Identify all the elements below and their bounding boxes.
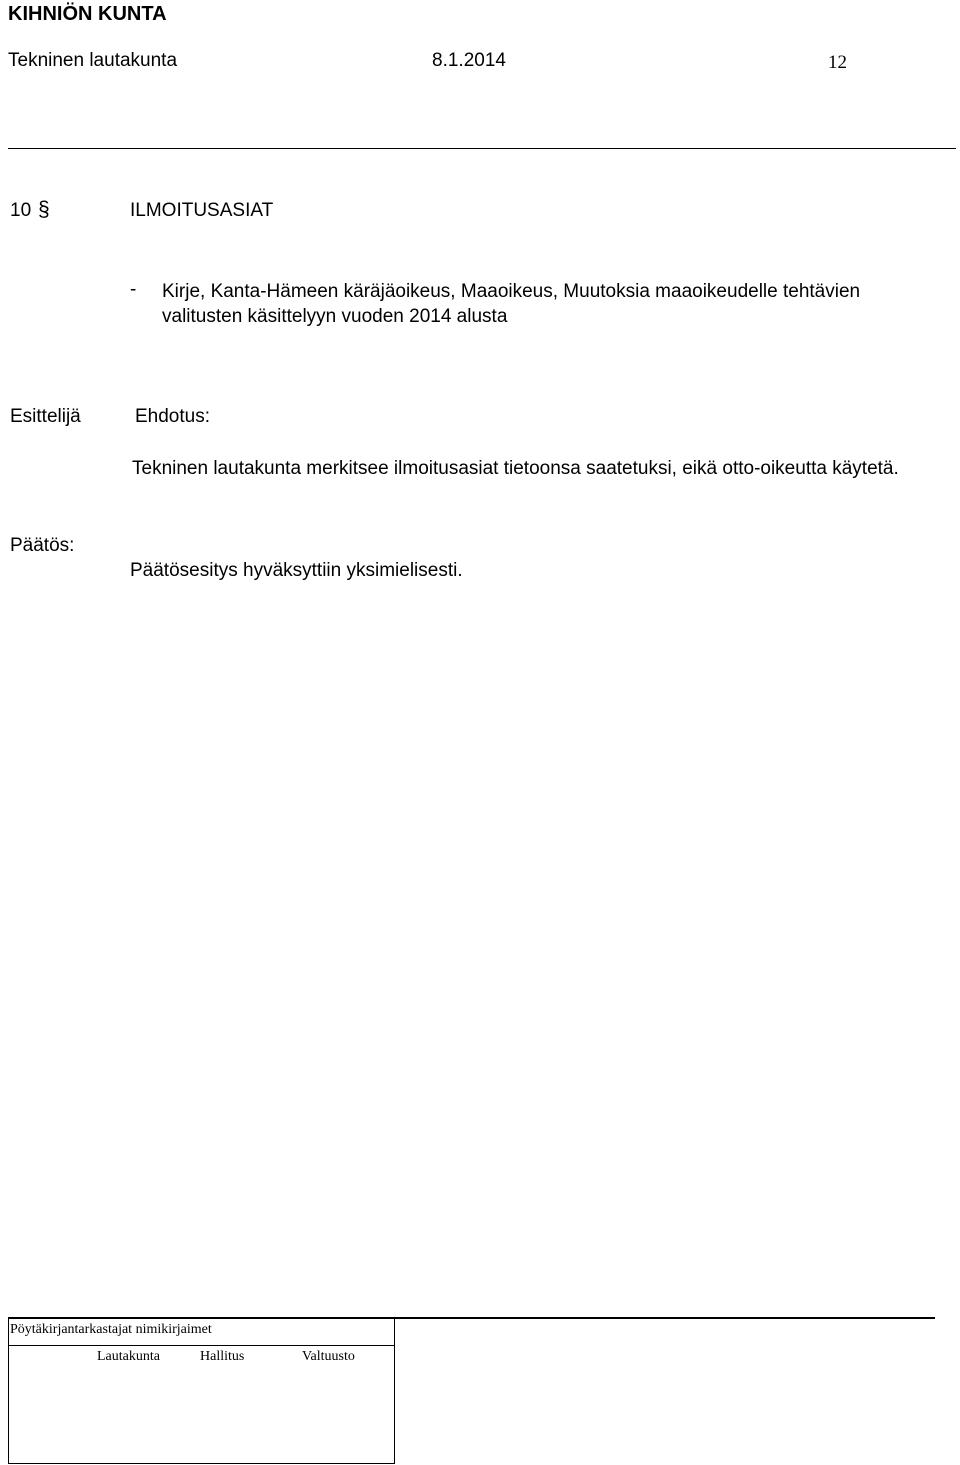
section-symbol: § <box>38 198 50 221</box>
section-number: 10 <box>10 200 32 221</box>
signature-box-divider <box>8 1345 395 1346</box>
signatures-title: Pöytäkirjantarkastajat nimikirjaimet <box>10 1322 212 1337</box>
header-divider <box>8 148 956 149</box>
organization-name: KIHNIÖN KUNTA <box>8 3 167 25</box>
meeting-date: 8.1.2014 <box>432 50 506 71</box>
proposal-label: Ehdotus: <box>135 406 210 427</box>
page-number: 12 <box>828 52 847 73</box>
list-item-bullet: - <box>130 279 137 300</box>
proposal-text: Tekninen lautakunta merkitsee ilmoitusasiat tietoonsa saatetuksi, eikä otto-oikeutta käytetä. <box>132 458 899 479</box>
signature-column-government: Hallitus <box>200 1349 245 1364</box>
decision-label: Päätös: <box>10 535 75 556</box>
decision-text: Päätösesitys hyväksyttiin yksimielisesti. <box>130 560 463 581</box>
list-item: Kirje, Kanta-Hämeen käräjäoikeus, Maaoikeus, Muutoksia maaoikeudelle tehtävien valitusten käsittelyyn vuoden 2014 alusta <box>162 281 861 327</box>
signature-column-council: Valtuusto <box>302 1349 355 1364</box>
presenter-label: Esittelijä <box>10 406 81 427</box>
signature-box <box>8 1318 395 1464</box>
board-name: Tekninen lautakunta <box>8 50 178 71</box>
section-title: ILMOITUSASIAT <box>130 200 274 221</box>
signature-column-board: Lautakunta <box>97 1349 160 1364</box>
